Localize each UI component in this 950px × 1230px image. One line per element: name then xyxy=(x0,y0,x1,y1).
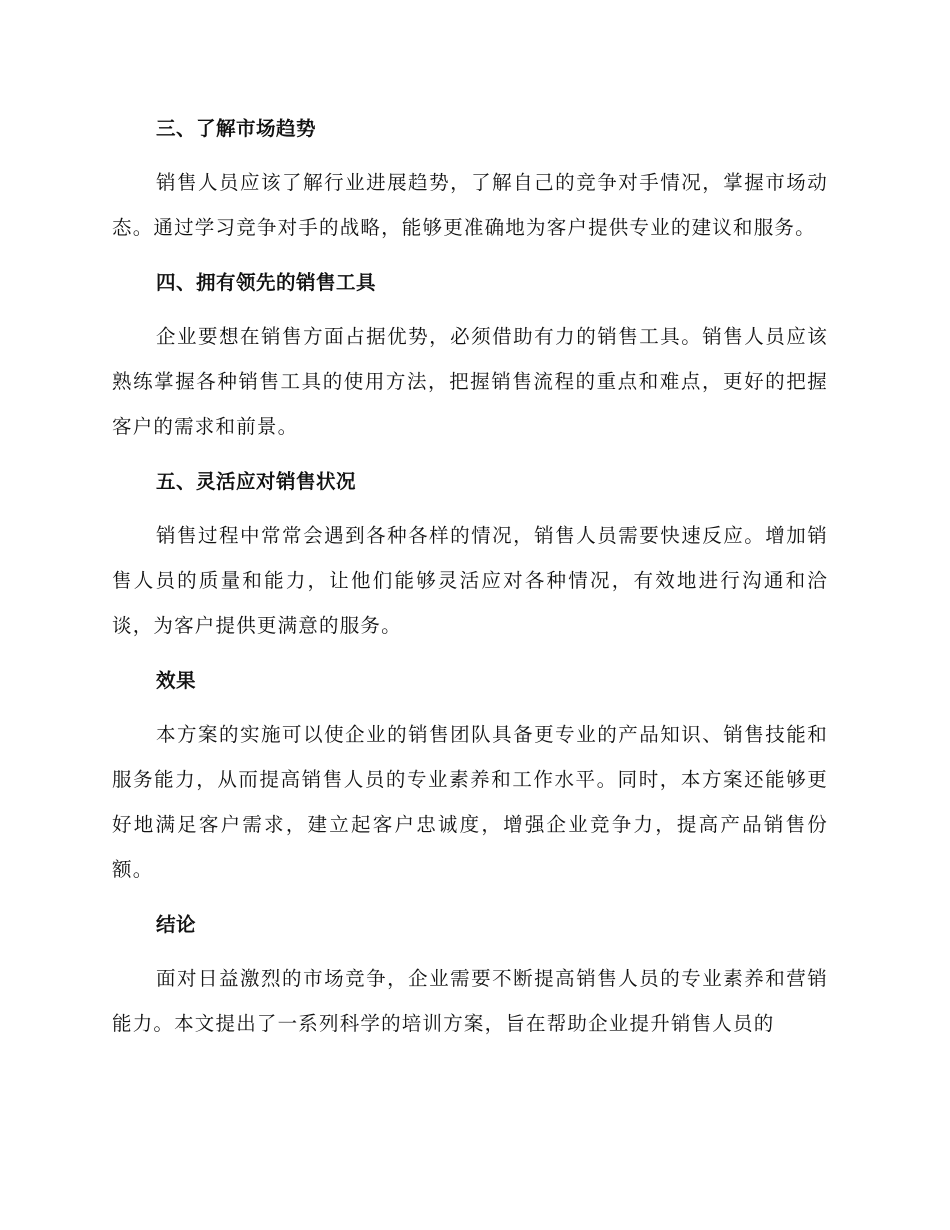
section-heading-conclusion: 结论 xyxy=(156,913,197,936)
section-heading-effect: 效果 xyxy=(156,669,197,692)
section-heading-sales-tools: 四、拥有领先的销售工具 xyxy=(156,271,377,294)
section-paragraph-conclusion: 面对日益激烈的市场竞争，企业需要不断提高销售人员的专业素养和营销能力。本文提出了一系列科学的培训方案，旨在帮助企业提升销售人员的 xyxy=(112,967,828,1035)
section-heading-flexible-response: 五、灵活应对销售状况 xyxy=(156,470,357,493)
section-paragraph-effect: 本方案的实施可以使企业的销售团队具备更专业的产品知识、销售技能和服务能力，从而提高销售人员的专业素养和工作水平。同时，本方案还能够更好地满足客户需求，建立起客户忠诚度，增强企业竞争力，提高产品销售份额。 xyxy=(112,723,828,881)
section-paragraph-sales-tools: 企业要想在销售方面占据优势，必须借助有力的销售工具。销售人员应该熟练掌握各种销售工具的使用方法，把握销售流程的重点和难点，更好的把握客户的需求和前景。 xyxy=(112,325,828,438)
section-heading-market-trends: 三、了解市场趋势 xyxy=(156,117,317,140)
section-paragraph-market-trends: 销售人员应该了解行业进展趋势，了解自己的竞争对手情况，掌握市场动态。通过学习竞争对手的战略，能够更准确地为客户提供专业的建议和服务。 xyxy=(112,171,828,239)
section-paragraph-flexible-response: 销售过程中常常会遇到各种各样的情况，销售人员需要快速反应。增加销售人员的质量和能力，让他们能够灵活应对各种情况，有效地进行沟通和洽谈，为客户提供更满意的服务。 xyxy=(112,524,828,637)
